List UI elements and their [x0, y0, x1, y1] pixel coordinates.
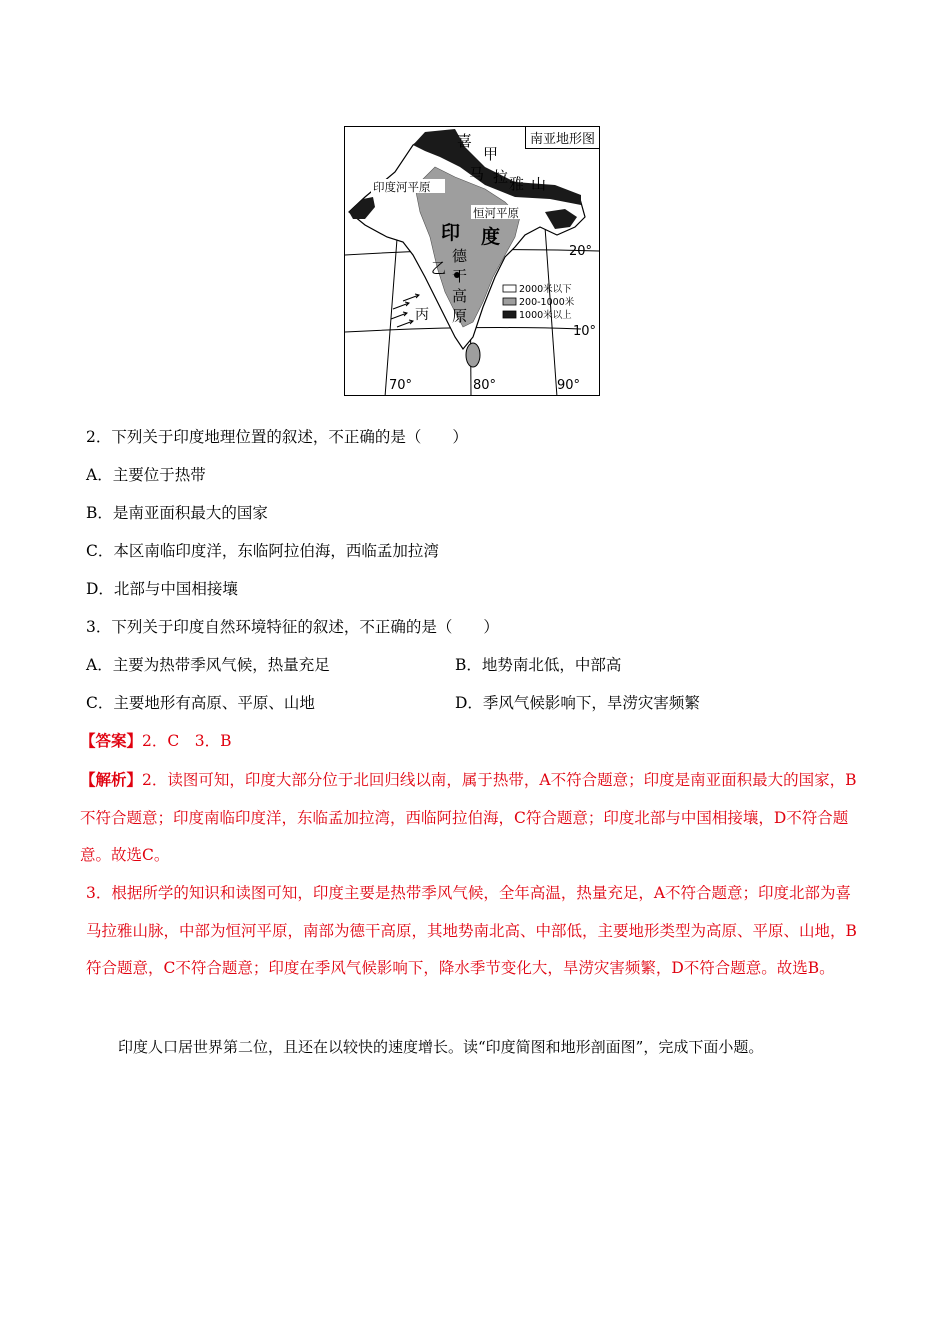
q3-option-b: B．地势南北低，中部高 — [455, 656, 622, 674]
analysis-tag: 【解析】 — [80, 770, 143, 789]
label-yi: 乙 — [431, 259, 447, 277]
q2-option-b: B．是南亚面积最大的国家 — [86, 504, 268, 522]
analysis-paragraph-1 — [80, 761, 866, 875]
label-ma: 马 — [469, 165, 485, 183]
q3-stem: 3．下列关于印度自然环境特征的叙述，不正确的是（ ） — [86, 618, 499, 636]
q2-option-c: C．本区南临印度洋，东临阿拉伯海，西临孟加拉湾 — [86, 542, 439, 560]
legend-swatch-low — [503, 285, 516, 292]
label-du: 度 — [481, 226, 501, 248]
label-la: 拉 — [493, 168, 509, 186]
q3-option-a: A．主要为热带季风气候，热量充足 — [86, 656, 330, 674]
answer-tag: 【答案】 — [80, 731, 143, 750]
label-ganges-plain: 恒河平原 — [473, 206, 519, 220]
map-drawing — [345, 127, 600, 396]
legend-swatch-mid — [503, 298, 516, 305]
q2-option-d: D．北部与中国相接壤 — [86, 580, 238, 598]
answer-text: 2．C 3．B — [142, 732, 232, 750]
label-gao: 高 — [452, 287, 468, 305]
label-bing: 丙 — [415, 307, 429, 323]
map-title: 南亚地形图 — [525, 127, 599, 149]
label-lat-10: 10° — [573, 324, 597, 339]
label-de: 德 — [452, 247, 468, 265]
analysis-text-1: 2．读图可知，印度大部分位于北回归线以南，属于热带，A不符合题意；印度是南亚面积最大的国家，B不符合题意；印度南临印度洋，东临孟加拉湾，西临阿拉伯海，C符合题意；印度北部与中国相接壤，D不符合题意。故选C。 — [80, 771, 857, 864]
analysis-paragraph-2: 3．根据所学的知识和读图可知，印度主要是热带季风气候，全年高温，热量充足，A不符合题意；印度北部为喜马拉雅山脉，中部为恒河平原，南部为德干高原，其地势南北高、中部低，主要地形类型为高原、平原、山地，B符合题意，C不符合题意；印度在季风气候影响下，降水季节变化大，旱涝灾害频繁，D不符合题意。故选B。 — [86, 884, 857, 977]
next-intro: 印度人口居世界第二位，且还在以较快的速度增长。读“印度简图和地形剖面图”，完成下面小题。 — [118, 1038, 764, 1056]
label-yin: 印 — [441, 222, 461, 244]
south-asia-terrain-map — [344, 126, 600, 396]
label-gan: 干 — [452, 267, 468, 285]
q2-stem: 2．下列关于印度地理位置的叙述，不正确的是（ ） — [86, 428, 468, 446]
legend-high: 1000米以上 — [519, 310, 572, 321]
label-yuan: 原 — [452, 307, 468, 325]
label-lon-90: 90° — [557, 378, 581, 393]
label-indus-plain: 印度河平原 — [373, 180, 431, 194]
sri-lanka — [466, 343, 480, 367]
label-jia: 甲 — [483, 145, 499, 163]
label-lon-70: 70° — [389, 378, 413, 393]
label-ya: 雅 — [509, 175, 525, 193]
q3-option-d: D．季风气候影响下，旱涝灾害频繁 — [455, 694, 700, 712]
label-xi: 喜 — [457, 132, 473, 150]
q3-option-c: C．主要地形有高原、平原、山地 — [86, 694, 315, 712]
answer-line — [80, 730, 232, 752]
label-lat-20: 20° — [569, 244, 593, 259]
label-lon-80: 80° — [473, 378, 497, 393]
legend-low: 2000米以下 — [519, 284, 572, 295]
legend-swatch-high — [503, 311, 516, 318]
legend-mid: 200-1000米 — [519, 297, 575, 308]
q2-option-a: A．主要位于热带 — [86, 466, 206, 484]
label-shan: 山 — [531, 175, 547, 193]
